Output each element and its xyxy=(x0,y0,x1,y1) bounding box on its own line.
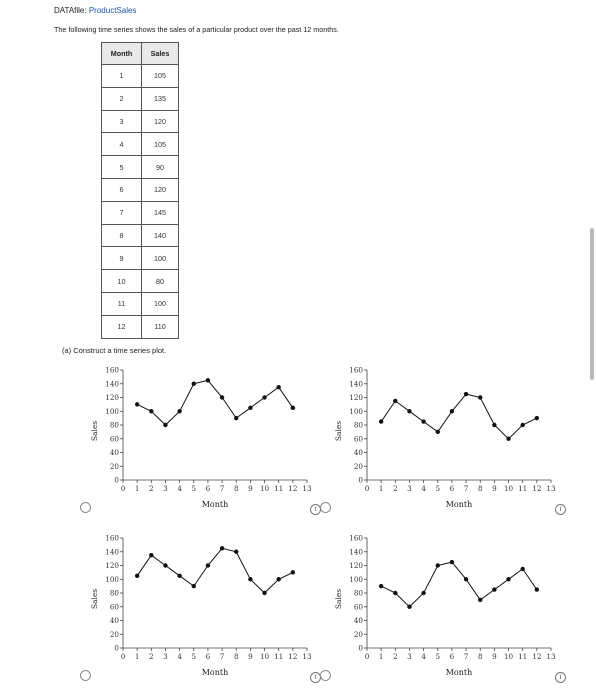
data-point xyxy=(206,378,210,382)
sales-cell: 145 xyxy=(142,201,179,224)
y-tick-label: 60 xyxy=(109,434,119,444)
y-tick-label: 160 xyxy=(105,365,119,375)
data-point xyxy=(450,560,454,564)
x-tick-label: 0 xyxy=(364,484,370,493)
data-point xyxy=(492,587,496,591)
y-tick-label: 60 xyxy=(353,434,363,444)
chart-option-c-svg xyxy=(85,530,325,680)
radio-option-b[interactable] xyxy=(320,502,331,513)
x-tick-label: 2 xyxy=(149,652,154,661)
data-point xyxy=(234,416,238,420)
series-line xyxy=(137,548,293,593)
sales-cell: 110 xyxy=(142,315,179,338)
x-tick-label: 3 xyxy=(163,484,168,493)
data-point xyxy=(535,416,539,420)
x-tick-label: 4 xyxy=(421,484,426,493)
x-tick-label: 13 xyxy=(302,484,312,493)
x-tick-label: 13 xyxy=(546,652,556,661)
x-tick-label: 12 xyxy=(288,652,298,661)
data-point xyxy=(436,563,440,567)
data-point xyxy=(506,437,510,441)
y-tick-label: 100 xyxy=(105,574,119,584)
table-row xyxy=(102,270,179,293)
y-tick-label: 20 xyxy=(353,461,363,471)
month-cell: 12 xyxy=(102,315,142,338)
y-tick-label: 40 xyxy=(353,616,363,625)
x-tick-label: 11 xyxy=(518,652,528,661)
x-tick-label: 3 xyxy=(407,484,412,493)
x-tick-label: 9 xyxy=(492,484,497,493)
x-tick-label: 4 xyxy=(177,484,182,493)
y-tick-label: 0 xyxy=(114,475,119,485)
data-point xyxy=(393,591,397,595)
data-point xyxy=(135,574,139,578)
x-tick-label: 5 xyxy=(435,652,441,661)
data-point xyxy=(149,553,153,557)
y-tick-label: 20 xyxy=(109,461,119,471)
data-point xyxy=(450,409,454,413)
x-tick-label: 10 xyxy=(503,652,514,661)
data-point xyxy=(248,577,252,581)
x-tick-label: 10 xyxy=(503,484,514,493)
part-a-prompt: (a) Construct a time series plot. xyxy=(62,346,167,355)
data-point xyxy=(492,423,496,427)
sales-cell: 140 xyxy=(142,224,179,247)
data-point xyxy=(192,584,196,588)
data-point xyxy=(478,598,482,602)
y-tick-label: 0 xyxy=(358,475,363,485)
y-tick-label: 0 xyxy=(114,643,119,653)
y-tick-label: 100 xyxy=(105,406,119,416)
x-axis-title: Month xyxy=(445,668,473,677)
info-icon[interactable]: i xyxy=(310,672,321,683)
month-cell: 9 xyxy=(102,247,142,270)
sales-table xyxy=(101,42,179,339)
chart-option-b-svg xyxy=(329,362,569,512)
info-icon[interactable]: i xyxy=(555,504,566,515)
x-tick-label: 7 xyxy=(463,484,469,493)
column-header-month: Month xyxy=(102,43,142,65)
sales-cell: 120 xyxy=(142,178,179,201)
sales-cell: 120 xyxy=(142,110,179,133)
x-tick-label: 5 xyxy=(191,484,197,493)
vertical-scrollbar[interactable] xyxy=(590,228,594,380)
x-tick-label: 1 xyxy=(378,652,384,661)
y-tick-label: 40 xyxy=(353,448,363,457)
y-tick-label: 20 xyxy=(353,629,363,639)
sales-cell: 100 xyxy=(142,247,179,270)
y-tick-label: 160 xyxy=(349,365,363,375)
data-point xyxy=(291,570,295,574)
data-point xyxy=(163,423,167,427)
y-tick-label: 60 xyxy=(353,602,363,612)
chart-option-a-svg xyxy=(85,362,325,512)
y-tick-label: 0 xyxy=(358,643,363,653)
y-axis-title: Sales xyxy=(90,420,99,442)
y-tick-label: 140 xyxy=(105,379,119,389)
y-tick-label: 80 xyxy=(109,588,119,598)
y-tick-label: 120 xyxy=(105,561,119,570)
data-point xyxy=(421,591,425,595)
x-tick-label: 5 xyxy=(191,652,197,661)
x-tick-label: 2 xyxy=(393,484,398,493)
intro-text: The following time series shows the sales of a particular product over the past 12 months. xyxy=(54,25,339,34)
y-tick-label: 80 xyxy=(353,420,363,430)
x-tick-label: 4 xyxy=(421,652,426,661)
table-row xyxy=(102,201,179,224)
data-point xyxy=(291,406,295,410)
month-cell: 8 xyxy=(102,224,142,247)
x-tick-label: 9 xyxy=(248,652,253,661)
table-row xyxy=(102,315,179,338)
month-cell: 10 xyxy=(102,270,142,293)
y-tick-label: 100 xyxy=(349,574,363,584)
data-point xyxy=(206,563,210,567)
x-tick-label: 3 xyxy=(163,652,168,661)
x-tick-label: 1 xyxy=(134,484,140,493)
y-axis-title: Sales xyxy=(334,420,343,442)
month-cell: 5 xyxy=(102,156,142,179)
sales-cell: 80 xyxy=(142,270,179,293)
x-tick-label: 8 xyxy=(477,484,483,493)
x-tick-label: 5 xyxy=(435,484,441,493)
data-point xyxy=(506,577,510,581)
data-point xyxy=(248,406,252,410)
x-tick-label: 11 xyxy=(274,652,284,661)
data-point xyxy=(177,409,181,413)
sales-cell: 105 xyxy=(142,133,179,156)
data-point xyxy=(407,605,411,609)
y-tick-label: 120 xyxy=(349,393,363,402)
radio-option-d[interactable] xyxy=(320,670,331,681)
x-tick-label: 2 xyxy=(393,652,398,661)
y-tick-label: 160 xyxy=(349,533,363,543)
x-tick-label: 9 xyxy=(248,484,253,493)
x-tick-label: 13 xyxy=(546,484,556,493)
table-row xyxy=(102,65,179,88)
y-tick-label: 120 xyxy=(349,561,363,570)
data-point xyxy=(276,577,280,581)
x-tick-label: 7 xyxy=(219,652,225,661)
y-tick-label: 140 xyxy=(349,379,363,389)
x-tick-label: 11 xyxy=(518,484,528,493)
chart-option-b xyxy=(329,362,569,512)
data-point xyxy=(520,423,524,427)
x-tick-label: 6 xyxy=(449,484,455,493)
datafile-line xyxy=(54,6,136,15)
sales-cell: 135 xyxy=(142,87,179,110)
x-tick-label: 11 xyxy=(274,484,284,493)
x-axis-title: Month xyxy=(445,500,473,509)
data-point xyxy=(262,591,266,595)
x-tick-label: 10 xyxy=(259,652,270,661)
data-point xyxy=(520,567,524,571)
data-point xyxy=(135,402,139,406)
table-row xyxy=(102,87,179,110)
radio-option-c[interactable] xyxy=(80,670,91,681)
column-header-sales: Sales xyxy=(142,43,179,65)
data-point xyxy=(535,587,539,591)
x-tick-label: 12 xyxy=(532,484,542,493)
y-tick-label: 140 xyxy=(105,547,119,557)
data-point xyxy=(276,385,280,389)
sales-cell: 100 xyxy=(142,292,179,315)
table-row xyxy=(102,224,179,247)
x-tick-label: 4 xyxy=(177,652,182,661)
table-row xyxy=(102,156,179,179)
series-line xyxy=(137,380,293,425)
data-point xyxy=(177,574,181,578)
x-tick-label: 7 xyxy=(463,652,469,661)
radio-option-a[interactable] xyxy=(80,502,91,513)
x-tick-label: 12 xyxy=(288,484,298,493)
month-cell: 11 xyxy=(102,292,142,315)
data-point xyxy=(220,395,224,399)
data-point xyxy=(436,430,440,434)
month-cell: 4 xyxy=(102,133,142,156)
data-point xyxy=(421,419,425,423)
y-tick-label: 20 xyxy=(109,629,119,639)
data-point xyxy=(464,577,468,581)
x-tick-label: 8 xyxy=(233,484,239,493)
data-point xyxy=(478,395,482,399)
datafile-label: DATAfile: xyxy=(54,6,87,15)
x-axis-title: Month xyxy=(201,668,229,677)
x-tick-label: 7 xyxy=(219,484,225,493)
month-cell: 2 xyxy=(102,87,142,110)
sales-cell: 90 xyxy=(142,156,179,179)
x-tick-label: 2 xyxy=(149,484,154,493)
x-tick-label: 1 xyxy=(134,652,140,661)
month-cell: 1 xyxy=(102,65,142,88)
y-tick-label: 100 xyxy=(349,406,363,416)
data-point xyxy=(407,409,411,413)
data-point xyxy=(393,399,397,403)
y-tick-label: 160 xyxy=(105,533,119,543)
x-tick-label: 0 xyxy=(120,484,126,493)
y-axis-title: Sales xyxy=(334,588,343,610)
chart-option-a xyxy=(85,362,325,512)
table-row xyxy=(102,247,179,270)
sales-cell: 105 xyxy=(142,65,179,88)
y-tick-label: 120 xyxy=(105,393,119,402)
info-icon[interactable]: i xyxy=(310,504,321,515)
info-icon[interactable]: i xyxy=(555,672,566,683)
table-header-row xyxy=(102,43,179,65)
data-point xyxy=(464,392,468,396)
x-tick-label: 6 xyxy=(205,652,211,661)
x-tick-label: 0 xyxy=(364,652,370,661)
x-tick-label: 6 xyxy=(449,652,455,661)
y-axis-title: Sales xyxy=(90,588,99,610)
x-tick-label: 3 xyxy=(407,652,412,661)
x-tick-label: 8 xyxy=(477,652,483,661)
data-point xyxy=(379,584,383,588)
x-tick-label: 10 xyxy=(259,484,270,493)
table-row xyxy=(102,133,179,156)
y-tick-label: 140 xyxy=(349,547,363,557)
x-tick-label: 8 xyxy=(233,652,239,661)
table-row xyxy=(102,178,179,201)
x-tick-label: 0 xyxy=(120,652,126,661)
x-tick-label: 1 xyxy=(378,484,384,493)
datafile-link[interactable]: ProductSales xyxy=(88,6,137,15)
y-tick-label: 60 xyxy=(109,602,119,612)
x-tick-label: 6 xyxy=(205,484,211,493)
y-tick-label: 40 xyxy=(109,448,119,457)
table-row xyxy=(102,292,179,315)
data-point xyxy=(220,546,224,550)
x-tick-label: 12 xyxy=(532,652,542,661)
data-point xyxy=(163,563,167,567)
chart-option-c xyxy=(85,530,325,680)
x-axis-title: Month xyxy=(201,500,229,509)
x-tick-label: 9 xyxy=(492,652,497,661)
data-point xyxy=(149,409,153,413)
chart-option-d-svg xyxy=(329,530,569,680)
series-line xyxy=(381,562,537,607)
month-cell: 6 xyxy=(102,178,142,201)
y-tick-label: 80 xyxy=(353,588,363,598)
chart-option-d xyxy=(329,530,569,680)
y-tick-label: 40 xyxy=(109,616,119,625)
month-cell: 3 xyxy=(102,110,142,133)
y-tick-label: 80 xyxy=(109,420,119,430)
table-row xyxy=(102,110,179,133)
series-line xyxy=(381,394,537,439)
data-point xyxy=(262,395,266,399)
data-point xyxy=(192,382,196,386)
month-cell: 7 xyxy=(102,201,142,224)
x-tick-label: 13 xyxy=(302,652,312,661)
data-point xyxy=(234,550,238,554)
data-point xyxy=(379,419,383,423)
